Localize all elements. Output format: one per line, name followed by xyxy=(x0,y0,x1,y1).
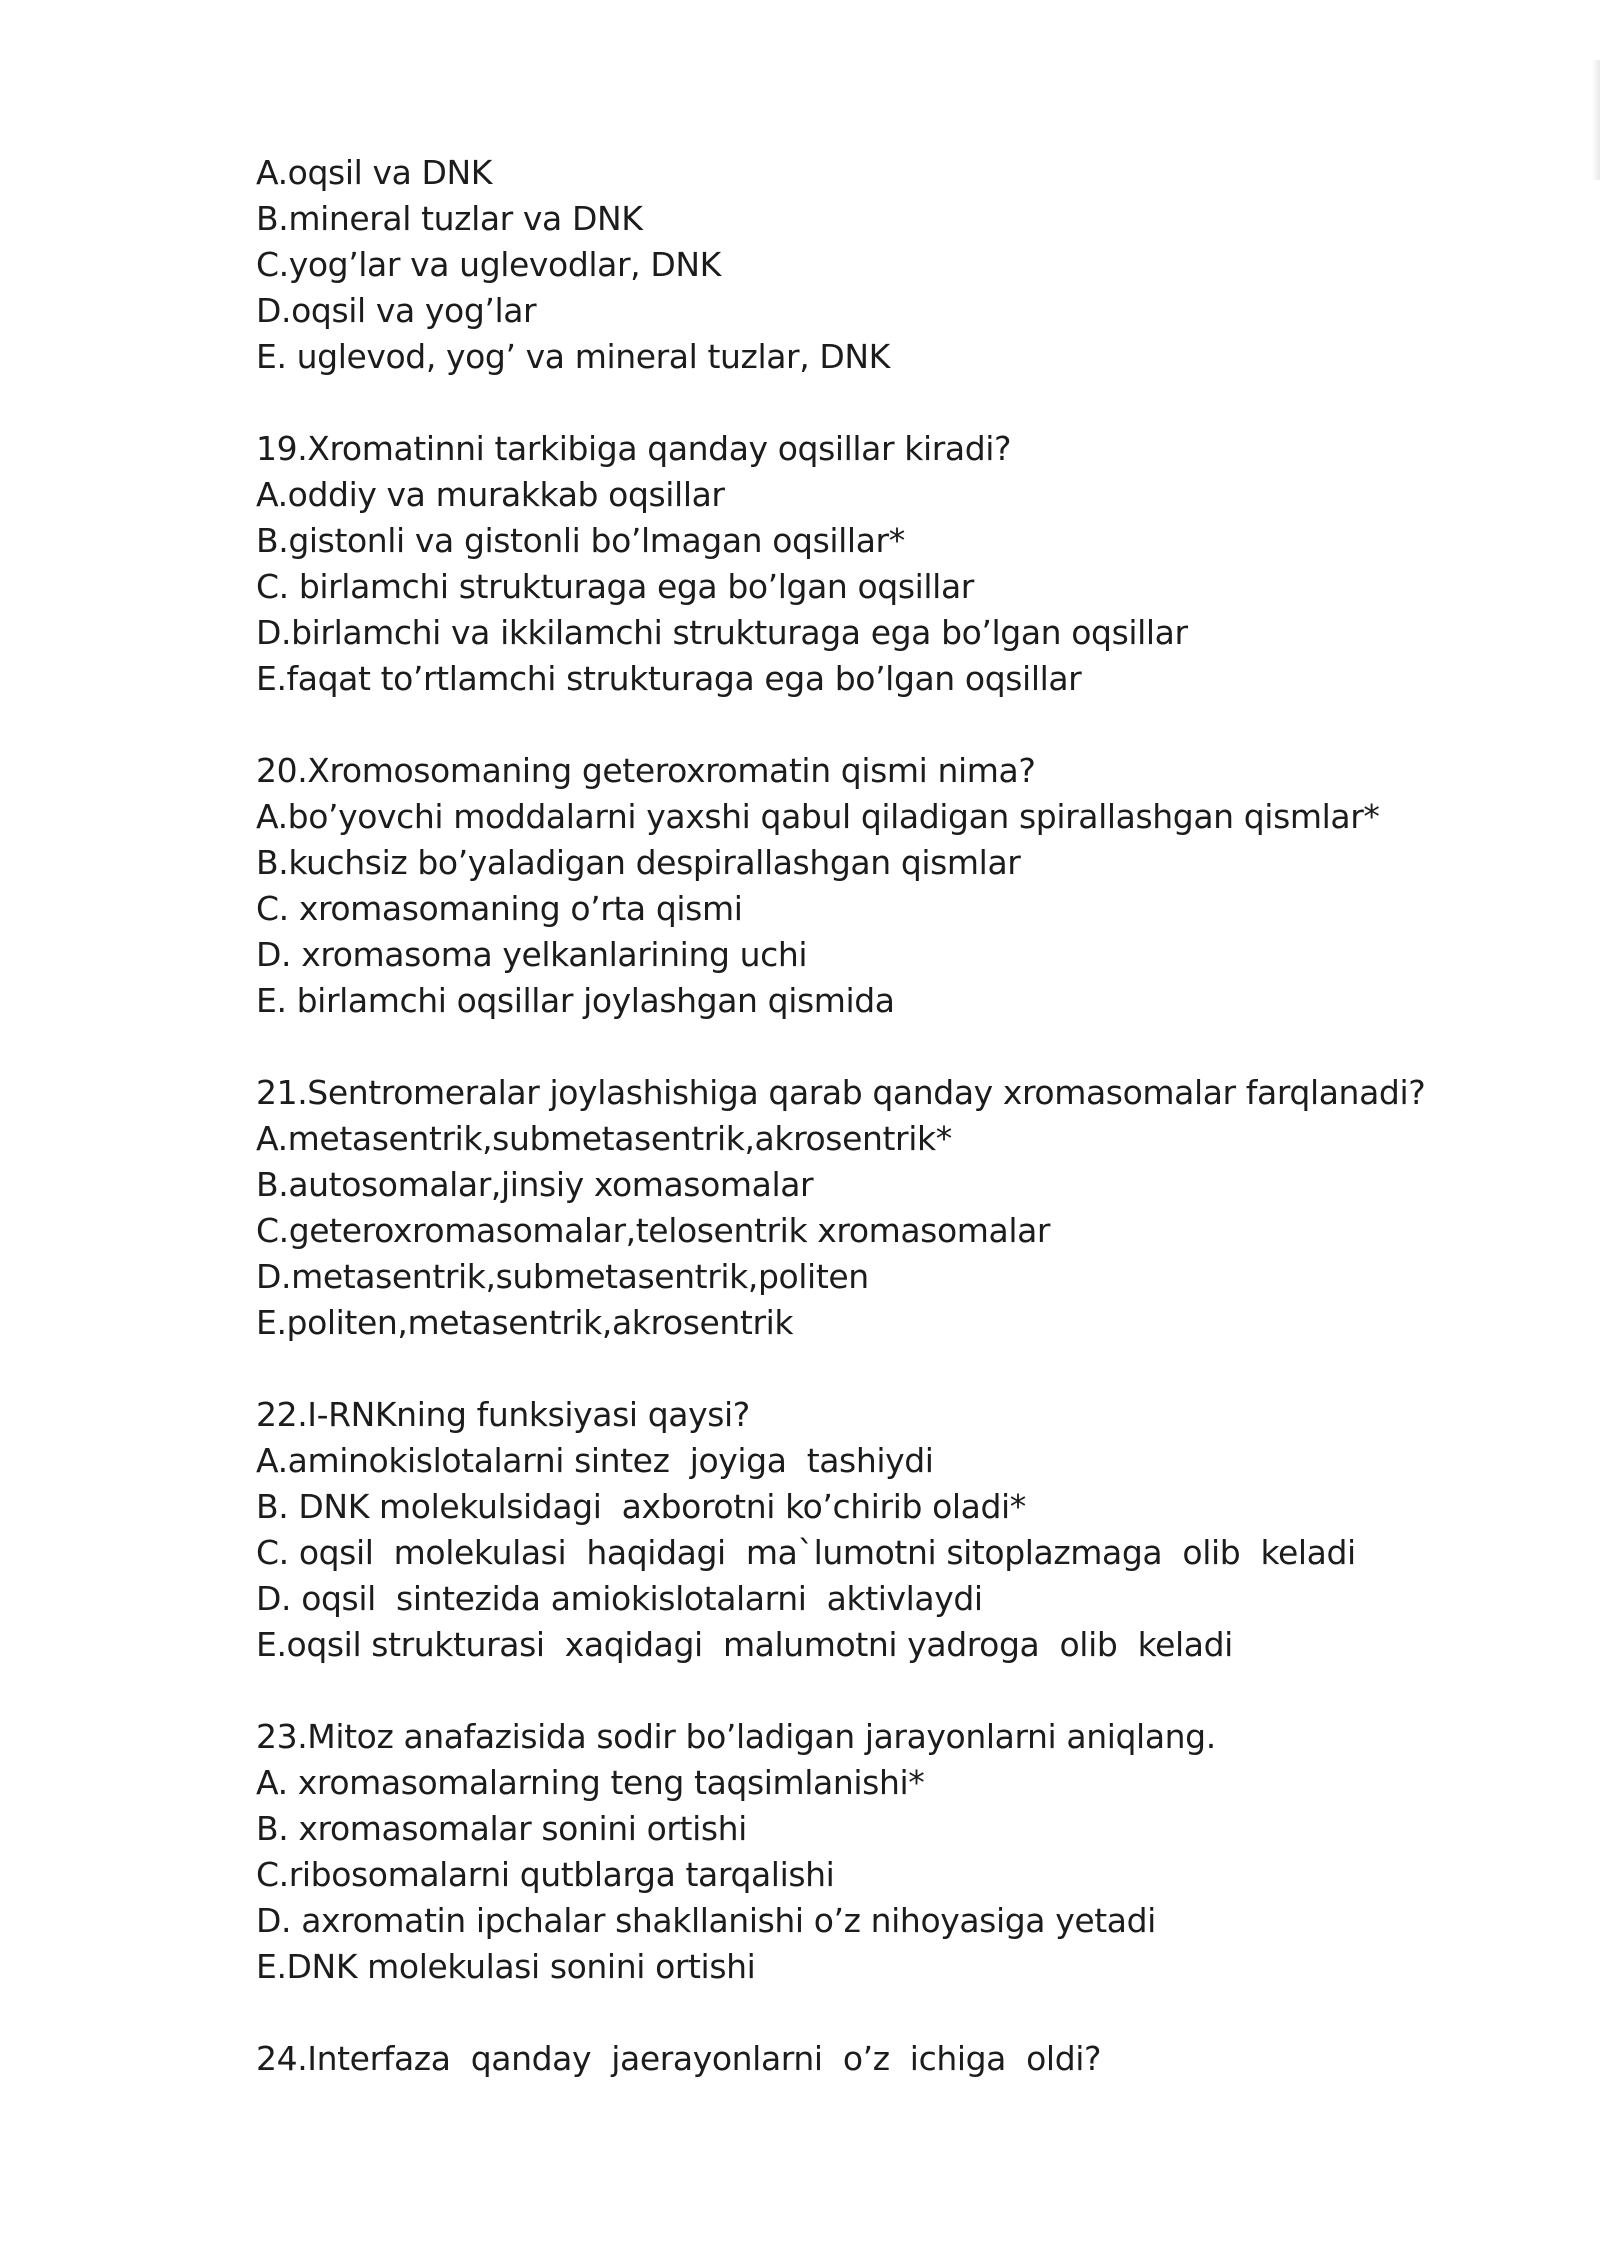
answer-option: A.aminokislotalarni sintez joyiga tashiydi xyxy=(256,1441,934,1480)
answer-option: A. xromasomalarning teng taqsimlanishi* xyxy=(256,1763,925,1802)
answer-option: C. birlamchi strukturaga ega bo’lgan oqsillar xyxy=(256,567,974,606)
answer-option: A.metasentrik,submetasentrik,akrosentrik* xyxy=(256,1119,952,1158)
answer-option: D. xromasoma yelkanlarining uchi xyxy=(256,935,808,974)
answer-option: B. xromasomalar sonini ortishi xyxy=(256,1809,747,1848)
answer-option: D.oqsil va yog’lar xyxy=(256,291,537,330)
question-text: 23.Mitoz anafazisida sodir bo’ladigan jarayonlarni aniqlang. xyxy=(256,1717,1216,1756)
answer-option: D.metasentrik,submetasentrik,politen xyxy=(256,1257,869,1296)
answer-option: E.faqat to’rtlamchi strukturaga ega bo’lgan oqsillar xyxy=(256,659,1082,698)
answer-option: C.geteroxromasomalar,telosentrik xromasomalar xyxy=(256,1211,1051,1250)
answer-option: E. birlamchi oqsillar joylashgan qismida xyxy=(256,981,895,1020)
question-block-19 xyxy=(256,426,1436,702)
question-text: 21.Sentromeralar joylashishiga qarab qanday xromasomalar farqlanadi? xyxy=(256,1073,1426,1112)
answer-option: A.oddiy va murakkab oqsillar xyxy=(256,475,725,514)
question-text: 20.Xromosomaning geteroxromatin qismi nima? xyxy=(256,751,1036,790)
answer-option: C. xromasomaning o’rta qismi xyxy=(256,889,743,928)
answer-option: A.oqsil va DNK xyxy=(256,153,493,192)
question-text: 19.Xromatinni tarkibiga qanday oqsillar kiradi? xyxy=(256,429,1012,468)
answer-option: C.ribosomalarni qutblarga tarqalishi xyxy=(256,1855,835,1894)
answer-option: B.kuchsiz bo’yaladigan despirallashgan qismlar xyxy=(256,843,1021,882)
answer-option: D. axromatin ipchalar shakllanishi o’z nihoyasiga yetadi xyxy=(256,1901,1156,1940)
answer-option: B.mineral tuzlar va DNK xyxy=(256,199,643,238)
question-block-20 xyxy=(256,748,1436,1024)
question-text: 24.Interfaza qanday jaerayonlarni o’z ichiga oldi? xyxy=(256,2039,1102,2078)
page-content xyxy=(256,150,1436,2128)
page-edge-shadow xyxy=(1592,60,1600,180)
answer-option: E. uglevod, yog’ va mineral tuzlar, DNK xyxy=(256,337,890,376)
answer-option: C. oqsil molekulasi haqidagi ma`lumotni sitoplazmaga olib keladi xyxy=(256,1533,1356,1572)
answer-option: C.yog’lar va uglevodlar, DNK xyxy=(256,245,721,284)
answer-option: B.gistonli va gistonli bo’lmagan oqsillar* xyxy=(256,521,905,560)
answer-option: B. DNK molekulsidagi axborotni ko’chirib oladi* xyxy=(256,1487,1026,1526)
question-block-21 xyxy=(256,1070,1436,1346)
answer-option: B.autosomalar,jinsiy xomasomalar xyxy=(256,1165,814,1204)
answer-option: A.bo’yovchi moddalarni yaxshi qabul qiladigan spirallashgan qismlar* xyxy=(256,797,1380,836)
answer-option: E.oqsil strukturasi xaqidagi malumotni yadroga olib keladi xyxy=(256,1625,1233,1664)
answer-option: E.politen,metasentrik,akrosentrik xyxy=(256,1303,794,1342)
question-block-23 xyxy=(256,1714,1436,1990)
question-block-22 xyxy=(256,1392,1436,1668)
answer-option: D.birlamchi va ikkilamchi strukturaga ega bo’lgan oqsillar xyxy=(256,613,1188,652)
question-block-24 xyxy=(256,2036,1436,2082)
answer-option: E.DNK molekulasi sonini ortishi xyxy=(256,1947,756,1986)
question-text: 22.I-RNKning funksiyasi qaysi? xyxy=(256,1395,750,1434)
answer-option: D. oqsil sintezida amiokislotalarni aktivlaydi xyxy=(256,1579,983,1618)
question-block-18 xyxy=(256,150,1436,380)
